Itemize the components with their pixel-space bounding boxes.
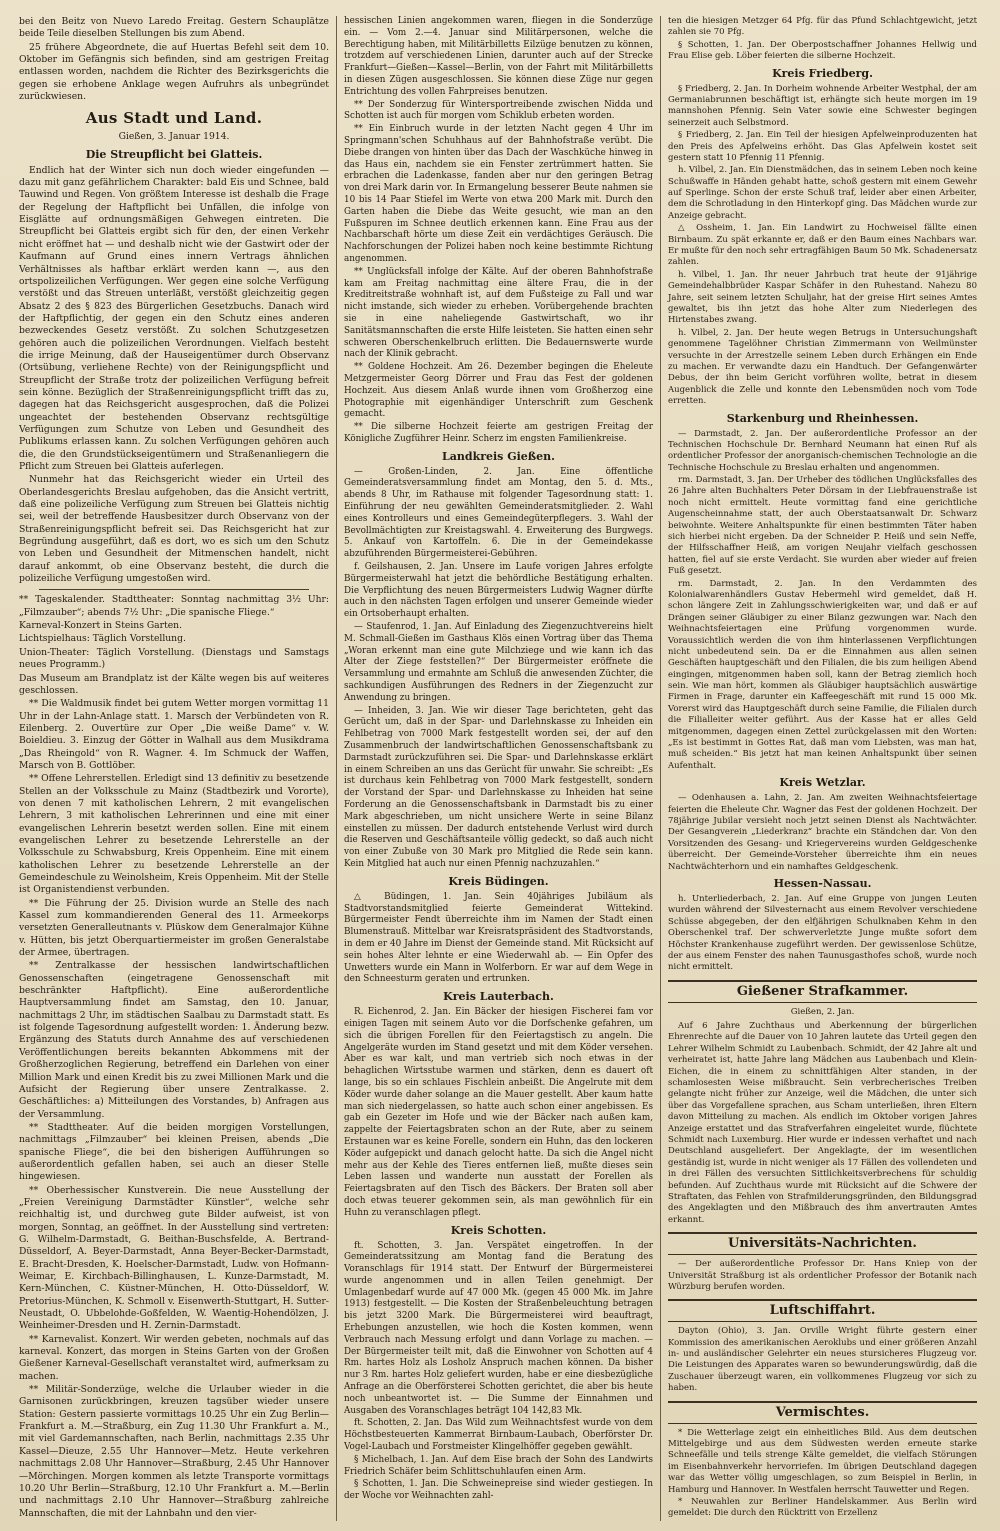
news-note: △ Ossheim, 1. Jan. Ein Landwirt zu Hochweisel fällte einen Birnbaum. Zu spät erkannte er, daß er den Baum eines Nachbars war. Er mußte für den noch sehr ertragfähigen Baum 50 Mk. Schadenersatz zahlen. [668, 223, 977, 268]
news-note: § Michelbach, 1. Jan. Auf dem Eise brach der Sohn des Landwirts Friedrich Schäfer beim Schlittschuhlaufen einen Arm. [344, 1454, 653, 1477]
news-note: * Die Wetterlage zeigt ein einheitliches Bild. Aus dem deutschen Mittelgebirge und aus dem Südwesten werden erneute starke Schneefälle und teils strenge Kälte gemeldet, die vielfach Störungen im Eisenbahnverkehr hervorriefen. Im übrigen Deutschland dagegen war das Wetter völlig umgeschlagen, so zum Beispiel in Berlin, in Hamburg und Hannover. In Westfalen herrscht Tauwetter und Regen. [668, 1427, 977, 1495]
calendar-line: Karneval-Konzert in Steins Garten. [19, 620, 183, 632]
news-note: ten die hiesigen Metzger 64 Pfg. für das Pfund Schlachtgewicht, jetzt zahlen sie 70 Pfg. [668, 16, 977, 38]
news-note: ** Stadttheater. Auf die beiden morgigen Vorstellungen, nachmittags „Filmzauber“ bei kleinen Preisen, abends „Die spanische Fliege“, die bei den bisherigen Aufführungen so außerordentlich gefallen haben, sei auch an dieser Stelle hingewiesen. [19, 1121, 329, 1183]
news-note: Auf 6 Jahre Zuchthaus und Aberkennung der bürgerlichen Ehrenrechte auf die Dauer von 10 Jahren lautete das Urteil gegen den Lehrer Wilhelm Schmidt zu Laubenbach. Schmidt, der 42 Jahre alt und verheiratet ist, hatte Jahre lang Mädchen aus Laubenbach und Klein-Eichen, die in einem zu schnittfähigen Alter standen, in der schamlosesten Weise mißbraucht. Sein verbrecherisches Treiben gelangte nicht früher zur Anzeige, weil die Mädchen, die unter sich über das Vorgefallene sprachen, aus Scham unterließen, ihren Eltern davon Mitteilung zu machen. Als endlich im Oktober vorigen Jahres Anzeige erstattet und das Strafverfahren eingeleitet wurde, flüchtete Schmidt nach Luxemburg. Hier wurde er indessen verhaftet und nach Deutschland ausgeliefert. Der Angeklagte, der im wesentlichen geständig ist, wurde in nicht weniger als 17 Fällen des vollendeten und in drei Fällen des versuchten Sittlichkeitsverbrechens für schuldig befunden. Auf Zuchthaus wurde mit Rücksicht auf die Schwere der Straftaten, das Fehlen von Strafmilderungsgründen, den Bildungsgrad des Angeklagten und den Mißbrauch des ihm anvertrauten Amtes erkannt. [668, 1021, 977, 1225]
news-note: — Staufenrod, 1. Jan. Auf Einladung des Ziegenzuchtvereins hielt M. Schmall-Gießen im Gasthaus Klös einen Vortrag über das Thema „Woran erkennt man eine gute Milchziege und wie kann ich das Alter der Ziege feststellen?“ Der Bürgermeister eröffnete die Versammlung und ermahnte am Schluß die anwesenden Züchter, die sachkundigen Ausführungen des Redners in der Ziegenzucht zur Anwendung zu bringen. [344, 622, 653, 703]
section-heading-hessen-nassau: Hessen-Nassau. [773, 876, 872, 890]
section-heading-kreis-buedingen: Kreis Büdingen. [448, 874, 549, 888]
intro-paragraph: bei den Beitz von Nuevo Laredo Freitag. Gestern Schauplätze beide Teile dieselben Stellungen bis zum Abend. [19, 16, 329, 40]
news-note: ** Unglücksfall infolge der Kälte. Auf der oberen Bahnhofstraße kam am Freitag nachmittag eine ältere Frau, die in der Kreditreitstraße wohnhaft ist, auf dem Fußsteige zu Fall und war nicht imstande, sich wieder zu erheben. Vorübergehende brachten sie in eine naheliegende Gastwirtschaft, wo ihr Sanitätsmannschaften die erste Hilfe leisteten. Sie hatten einen sehr schweren Oberschenkelbruch erlitten. Die Bedauernswerte wurde nach der Klinik gebracht. [344, 266, 653, 360]
section-heading-kreis-wetzlar: Kreis Wetzlar. [779, 776, 866, 790]
section-heading-kreis-lauterbach: Kreis Lauterbach. [443, 990, 554, 1004]
news-note: hessischen Linien angekommen waren, fliegen in die Sonderzüge ein. — Vom 2.—4. Januar sind Militärpersonen, welche die Berechtigung haben, mit Militärbilletts Eilzüge benutzen zu können, trotzdem auf verschiedenen Linien, darunter auch auf der Strecke Frankfurt—Gießen—Kassel—Berlin, von der Fahrt mit Militärbilletts in diesen Zügen ausgeschlossen. Sie können diese Züge nur gegen Entrichtung des vollen Fahrpreises benutzen. [344, 16, 653, 97]
calendar-line: Lichtspielhaus: Täglich Vorstellung. [19, 633, 186, 645]
news-note: rm. Darmstadt, 2. Jan. In den Verdammten des Kolonialwarenhändlers Gustav Hebermehl wird gemeldet, daß H. schon längere Zeit in Zahlungsschwierigkeiten war, und daß er auf Drängen seiner Gläubiger zu einer Bilanz gezwungen war. Nach den Weihnachtsfeiertagen eine Prüfung vorgenommen wurde. Voraussichtlich werden die von ihm hinterlassenen Verpflichtungen nicht unbedeutend sein. Da er die Einnahmen aus allen seinen Geschäften hauptgeschäft und den Filialen, die bis zum heiligen Abend eingingen, mitgenommen haben soll, kann der Betrag ziemlich hoch sein. Wie man hört, kommen als Gläubiger hauptsächlich auswärtige Firmen in Frage, darunter ein Kaffeegeschäft mit rund 15 000 Mk. Vorerst wird das Hauptgeschäft durch seine Familie, die Filialen durch die Filialleiter weiter geführt. Aus der Kasse hat er alles Geld mitgenommen, dagegen einen Zettel zurückgelassen mit den Worten: „Es ist bestimmt in Gottes Rat, daß man vom Liebsten, was man hat, muß scheiden.“ Bis jetzt hat man keinen Anhaltspunkt über seinen Aufenthalt. [668, 578, 977, 771]
dateline: Gießen, 3. Januar 1914. [118, 131, 230, 143]
news-note: ** Oberhessischer Kunstverein. Die neue Ausstellung der „Freien Vereinigung Darmstädter Künstler“, welche sehr reichhaltig ist, und durchweg gute Bilder aufweist, ist von morgen, Sonntag, an geöffnet. In der Ausstellung sind vertreten: G. Wilhelm-Darmstadt, G. Beithan-Buschsfelde, A. Bertrand-Düsseldorf, A. Beyer-Darmstadt, Anna Beyer-Becker-Darmstadt, E. Bracht-Dresden, K. Hoelscher-Darmstadt, Ludw. von Hofmann-Weimar, E. Kirchbach-Billinghausen, L. Kunze-Darmstadt, M. Kern-München, C. Küstner-München, H. Otto-Düsseldorf, W. Pretorius-München, K. Schmoll v. Eisenwerth-Stuttgart, H. Sutter-Neustadt, O. Ubbelohde-Goßfelden, W. Waentig-Hohendölzen, J. Weinheimer-Dresden und H. Zernin-Darmstadt. [19, 1184, 329, 1332]
dateline: Gießen, 2. Jan. [790, 1006, 855, 1017]
news-note: ** Zentralkasse der hessischen landwirtschaftlichen Genossenschaften (eingetragene Genossenschaft mit beschränkter Haftpflicht). Eine außerordentliche Hauptversammlung findet am Samstag, den 10. Januar, nachmittags 2 Uhr, im städtischen Saalbau zu Darmstadt statt. Es ist folgende Tagesordnung aufgestellt worden: 1. Änderung bezw. Ergänzung des Statuts durch Annahme des auf verschiedenen Veröffentlichungen bereits bekannten Abkommens mit der Großherzoglichen Regierung, betreffend ein Darlehen von einer Million Mark und einen Kredit bis zu zwei Millionen Mark und die Aufsicht der Regierung über unsere Zentralkasse. 2. Geschäftliches: a) Mitteilungen des Vorstandes, b) Anfragen aus der Versammlung. [19, 960, 329, 1120]
news-note: — Großen-Linden, 2. Jan. Eine öffentliche Gemeinderatsversammlung findet am Montag, den 5. d. Mts., abends 8 Uhr, im Rathause mit folgender Tagesordnung statt: 1. Einführung der neu gewählten Gemeinderatsmitglieder. 2. Wahl eines Kontrolleurs und eines Gemeindegüterpflegers. 3. Wahl der Bevollmächtigten zur Kreistagswahl. 4. Erweiterung des Burgwegs. 5. Ankauf von Kartoffeln. 6. Die in der Gemeindekasse abzuführenden Bürgermeisterei-Gebühren. [344, 466, 653, 560]
section-heading-kreis-schotten: Kreis Schotten. [450, 1223, 547, 1237]
news-note: — Der außerordentliche Professor Dr. Hans Kniep von der Universität Straßburg ist als ordentlicher Professor der Botanik nach Würzburg berufen worden. [668, 1259, 977, 1292]
news-note: h. Unterliederbach, 2. Jan. Auf eine Gruppe von jungen Leuten wurden während der Silvesternacht aus einem Revolver verschiedene Schüsse abgegeben, der den elfjährigen Schulknaben Kehm in den Oberschenkel traf. Der schwerverletzte Junge mußte sofort dem Höchster Krankenhause zugeführt werden. Der gewissenlose Schütze, der aus einem Fenster des nahen Taunusgasthofes schoß, wurde noch nicht ermittelt. [668, 893, 977, 973]
news-note: △ Büdingen, 1. Jan. Sein 40jähriges Jubiläum als Stadtvorstandsmitglied feierte Gemeinderat Wittekind. Bürgermeister Fendt überreichte ihm im Namen der Stadt einen Blumenstrauß. Mittelbar war Kreisratspräsident des Stadtvorstands, in dem er 40 Jahre im Dienst der Gemeinde stand. Mit Rücksicht auf sein hohes Alter lehnte er eine Wiederwahl ab. — Ein Opfer des Unwetters wurde ein Mann in Wolferborn. Er war auf dem Wege in den Schneesturm geraten und ertrunken. [344, 891, 653, 985]
section-heading-stadt-und-land: Aus Stadt und Land. [85, 109, 263, 128]
news-note: R. Eichenrod, 2. Jan. Ein Bäcker der hiesigen Fischerei fam vor einigen Tagen mit seinem Auto vor die Dorfschenke gefahren, um sich die übrigen Forellen für den Feiertagstisch zu angeln. Die Angelgeräte wurden im Stand gesetzt und mit dem Köder versehen. Aber es war kalt, und man vertrieb sich noch etwas in der behaglichen Wirtsstube warmen und stärken, denn es dauert oft lange, bis so ein schlaues Fischlein anbeißt. Die Angelrute mit dem Köder wurde daher solange an die Mauer gestellt. Aber kaum hatte man sich niedergelassen, so hatte auch schon einer angebissen. Es gab ein Gezeter im Hofe und wie der Bäcker nach außen kam, zappelte der Feiertagsbraten schon an der Rute, aber zu seinem Erstaunen war es keine Forelle, sondern ein Huhn, das den lockeren Köder aufgepickt und danach gelocht hatte. Da sich die Angel nicht mehr aus der Kehle des Tieres entfernen ließ, mußte dieses sein Leben lassen und wanderte nun ausstatt der Forellen als Feiertagsbraten auf den Tisch des Bäckers. Der Braten soll aber doch etwas teuerer gekommen sein, als man gewöhnlich für ein Huhn zu veranschlagen pflegt. [344, 1007, 653, 1218]
news-note: ** Ein Einbruch wurde in der letzten Nacht gegen 4 Uhr im Springmann'schen Schuhhaus auf der Bahnhofstraße verübt. Die Diebe drangen von hinten über das Dach der Waschküche hinweg in das Haus ein, nachdem sie ein Fenster zertrümmert hatten. Sie erbrachen die Ladenkasse, fanden aber nur den geringen Betrag von drei Mark darin vor. In Ermangelung besserer Beute nahmen sie 10 bis 14 Paar Stiefel im Werte von etwa 200 Mark mit. Durch den Garten haben die Diebe das Weite gesucht, wie man an den Fußspuren im Schnee deutlich erkennen kann. Eine Frau aus der Nachbarschaft hörte um diese Zeit ein verdächtiges Geräusch. Die Nachforschungen der Polizei haben noch keine bestimmte Richtung angenommen. [344, 124, 653, 264]
section-heading-starkenburg: Starkenburg und Rheinhessen. [726, 411, 919, 425]
calendar-line: ** Tageskalender. Stadttheater: Sonntag nachmittag 3½ Uhr: „Filmzauber“; abends 7½ Uhr: „Die spanische Fliege.“ [19, 594, 329, 618]
news-note: ** Der Sonderzug für Wintersportreibende zwischen Nidda und Schotten ist auch für morgen vom Schiklub erbeten worden. [344, 99, 653, 122]
news-note: ** Offene Lehrerstellen. Erledigt sind 13 definitiv zu besetzende Stellen an der Volksschule zu Mainz (Stadtbezirk und Vororte), von denen 7 mit katholischen Lehrern, 2 mit evangelischen Lehrern, 3 mit katholischen Lehrerinnen und eine mit einer evangelischen Lehrerin besetzt werden sollen. Eine mit einem evangelischen Lehrer zu besetzende Lehrerstelle an der Volksschule zu Schwabsburg, Kreis Oppenheim. Eine mit einem katholischen Lehrer zu besetzende Lehrerstelle an der Gemeindeschule zu Weinolsheim, Kreis Oppenheim. Mit der Stelle ist Organistendienst verbunden. [19, 773, 329, 896]
news-note: ** Militär-Sonderzüge, welche die Urlauber wieder in die Garnisonen zurückbringen, kreuzen tagsüber wieder unsere Station: Gestern passierte vormittags 10.25 Uhr ein Zug Berlin—Frankfurt a. M.—Straßburg, ein Zug 11.30 Uhr Frankfurt a. M., mit viel Gardemannschaften, nach Berlin, nachmittags 2.35 Uhr Kassel—Dieuze, 2.55 Uhr Hannover—Metz. Heute verkehren nachmittags 2.08 Uhr Hannover—Straßburg, 2.45 Uhr Hannover—Mörchingen. Morgen kommen als letzte Transporte vormittags 10.20 Uhr Berlin—Straßburg, 12.10 Uhr Frankfurt a. M.—Berlin und nachmittags 2.10 Uhr Hannover—Straßburg zahlreiche Mannschaften, die mit der Lahnbahn und den vier- [19, 1384, 329, 1519]
calendar-line: Das Museum am Brandplatz ist der Kälte wegen bis auf weiteres geschlossen. [19, 672, 329, 696]
news-note: h. Vilbel, 2. Jan. Der heute wegen Betrugs in Untersuchungshaft genommene Tagelöhner Christian Zimmermann von Weilmünster versuchte in der Arrestzelle seinem Leben durch Erhängen ein Ende zu machen. Er verwandte dazu ein Handtuch. Der Gefangenwärter Debus, der ihn beim Gericht vorführen wollte, betrat in diesem Augenblick die Zelle und konnte den Lebensmüden noch vom Tode erretten. [668, 327, 977, 407]
column-3 [660, 16, 984, 1521]
news-note: ** Die Führung der 25. Division wurde an Stelle des nach Kassel zum kommandierenden General des 11. Armeekorps versetzten Generalleutnants v. Plüskow dem Generalmajor Kühne v. Hütten, bis jetzt Oberquartiermeister im großen Generalstabe der Armee, übertragen. [19, 897, 329, 959]
news-note: rm. Darmstadt, 3. Jan. Der Urheber des tödlichen Unglücksfalles des 26 Jahre alten Buchhalters Peter Dörsam in der Liebfrauenstraße ist noch nicht ermittelt. Heute vormittag fand eine gerichtliche Augenscheinnahme statt, der auch Oberstaatsanwalt Dr. Schwarz beiwohnte. Weitere Anhaltspunkte für einen bestimmten Täter haben sich hierbei nicht ergeben. Da der Schneider P. Heiß und sein Neffe, der Hilfsschaffner Heiß, am vorigen Neujahr vielfach geschossen hatten, fiel auf sie erste Verdacht. Sie wurden aber wieder auf freien Fuß gesetzt. [668, 475, 977, 577]
intro-paragraph: 25 frühere Abgeordnete, die auf Huertas Befehl seit dem 10. Oktober im Gefängnis sich befinden, sind am gestrigen Freitag entlassen worden, nachdem die Richter des Bezirksgerichts die gegen sie erhobene Anklage wegen Aufruhrs als unbegründet zurückwiesen. [19, 41, 329, 103]
news-note: ** Die Waldmusik findet bei gutem Wetter morgen vormittag 11 Uhr in der Lahn-Anlage statt. 1. Marsch der Verbündeten von R. Eilenberg. 2. Ouvertüre zur Oper „Die weiße Dame“ v. W. Boieldieu. 3. Einzug der Götter in Walhall aus dem Musikdrama „Das Rheingold“ von R. Wagner. 4. Im Schmuck der Waffen, Marsch von B. Gottlöber. [19, 698, 329, 771]
news-note: ft. Schotten, 2. Jan. Das Wild zum Weihnachtsfest wurde von dem Höchstbesteuerten Kammerrat Birnbaum-Laubach, Oberförster Dr. Vogel-Laubach und Forstmeister Klingelhöffer gegeben gewählt. [344, 1418, 653, 1453]
news-note: § Friedberg, 2. Jan. In Dorheim wohnende Arbeiter Westphal, der am Germaniabrunnen beschäftigt ist, erhängte sich heute morgen im 19 mannshohen Pfennig. Sein Vater sowie eine Schwester begingen seinerzeit auch Selbstmord. [668, 83, 977, 128]
section-heading-luftschiffahrt: Luftschiffahrt. [668, 1299, 977, 1322]
divider [39, 589, 309, 590]
article-subhead: Die Streupflicht bei Glatteis. [85, 147, 263, 161]
news-note: ** Goldene Hochzeit. Am 26. Dezember begingen die Eheleute Metzgermeister Georg Dörrer und Frau das Fest der goldenen Hochzeit. Aus diesem Anlaß wurde ihnen vom Großherzog eine Photographie mit eigenhändiger Unterschrift zum Geschenk gemacht. [344, 362, 653, 420]
section-heading-strafkammer: Gießener Strafkammer. [668, 980, 977, 1003]
news-note: ** Karnevalist. Konzert. Wir werden gebeten, nochmals auf das karneval. Konzert, das morgen in Steins Garten von der Großen Gießener Karneval-Gesellschaft veranstaltet wird, aufmerksam zu machen. [19, 1333, 329, 1382]
section-heading-vermischtes: Vermischtes. [668, 1401, 977, 1424]
column-2 [336, 16, 660, 1521]
column-1 [12, 16, 336, 1521]
article-paragraph: Endlich hat der Winter sich nun doch wieder eingefunden — dazu mit ganz gefährlichem Charakter: bald Eis und Schnee, bald Tauwind und Regen. Von größtem Interesse ist deshalb die Frage der Regelung der Haftpflicht bei Unfällen, die infolge von Eisglätte auf ordnungsmäßigen Gehwegen eintreten. Die Streupflicht bei Glatteis ergibt sich für den, der einen Verkehr nicht eröffnet hat — und deshalb nicht wie der Gastwirt oder der Kaufmann auf Grund eines innern Vertrags ähnlichen Verhältnisses als haftbar erklärt werden kann —, aus den ortspolizeilichen Verfügungen. Wer gegen eine solche Verfügung verstößt und das Streuen unterläßt, verstößt gleichzeitig gegen Absatz 2 des § 823 des Bürgerlichen Gesetzbuchs. Danach wird der Haftpflichtig, der gegen ein den Schutz eines anderen bezweckendes Gesetz verstößt. Zu solchen Schutzgesetzen gehören auch die polizeilichen Verordnungen. Vielfach besteht die irrige Meinung, daß der Hauseigentümer durch Observanz (Ortsübung, verliehene Rechte) von der Reinigungspflicht und Streupflicht der Straße trotz der polizeilichen Verfügung befreit sein könne. Bezüglich der Straßenreinigungspflicht trifft das zu, dagegen hat das Reichsgericht ausgesprochen, daß die Polizei ungeachtet der bestehenden Observanz rechtsgültige Verfügungen zum Schutze von Leben und Gesundheit des Publikums erlassen kann. Zu solchen Verfügungen gehören auch die, die den Grundstückseigentümern und Straßenanliegern die Pflicht zum Streuen bei Glatteis auferlegen. [19, 164, 329, 472]
news-note: — Odenhausen a. Lahn, 2. Jan. Am zweiten Weihnachtsfeiertage feierten die Eheleute Chr. Wagner das Fest der goldenen Hochzeit. Der 78jährige Jubilar versieht noch jetzt seinen Dienst als Nachtwächter. Der Gesangverein „Liederkranz“ brachte ein Ständchen dar. Von den Vorsitzenden des Gesang- und Kriegervereins wurden Geldgeschenke überreicht. Der Gemeinde-Vorsteher überreichte ihm ein neues Nachtwächterhorn und ein namhaftes Geldgeschenk. [668, 793, 977, 872]
news-note: f. Geilshausen, 2. Jan. Unsere im Laufe vorigen Jahres erfolgte Bürgermeisterwahl hat jetzt die behördliche Bestätigung erhalten. Die Verpflichtung des neuen Bürgermeisters Ludwig Wagner dürfte auch in den nächsten Tagen erfolgen und unserer Gemeinde wieder ein Ortsoberhaupt erhalten. [344, 562, 653, 620]
news-note: ft. Schotten, 3. Jan. Verspätet eingetroffen. In der Gemeinderatssitzung am Montag fand die Beratung des Voranschlags für 1914 statt. Der Entwurf der Bürgermeisterei wurde angenommen und in allen Teilen genehmigt. Der Umlagenbedarf wurde auf 47 000 Mk. (gegen 45 000 Mk. im Jahre 1913) festgestellt. — Die Kosten der Straßenbeleuchtung betragen bis jetzt 3200 Mark. Die Bürgermeisterei wird beauftragt, Erhebungen anzustellen, wie hoch die Kosten kommen, wenn Verbrauch nach Messung erfolgt und dann Vorlage zu machen. — Der Bürgermeister teilt mit, daß die Einwohner von Schotten auf 4 Rm. hartes Holz als Losholz Anspruch machen können. Da bisher nur 3 Rm. hartes Holz geliefert wurden, habe er eine diesbezügliche Anfrage an die Oberförsterei Schotten gerichtet, die aber bis heute noch unbeantwortet ist. — Die Summe der Einnahmen und Ausgaben des Voranschlages beträgt 104 142,83 Mk. [344, 1240, 653, 1416]
news-note: Dayton (Ohio), 3. Jan. Orville Wright führte gestern einer Kommission des amerikanischen Aeroklubs und einer größeren Anzahl in- und ausländischer Gelehrter ein neues stursicheres Flugzeug vor. Die Leistungen des Apparates waren so bewunderungswürdig, daß die Zuschauer überzeugt waren, ein vollkommenes Flugzeug vor sich zu haben. [668, 1326, 977, 1394]
article-paragraph: Nunmehr hat das Reichsgericht wieder ein Urteil des Oberlandesgerichts Breslau aufgehoben, das die Ansicht vertritt, daß eine polizeiliche Verfügung zum Streuen bei Glatteis nichtig sei, weil der betreffende Hausbesitzer durch Observanz von der Straßenreinigungspflicht befreit sei. Das Reichsgericht hat zur Begründung ausgeführt, daß es dort, wo es sich um den Schutz von Leben und Gesundheit der Mitmenschen handelt, nicht darauf ankommt, ob eine Observanz besteht, die durch die polizeiliche Verfügung umgestoßen wird. [19, 474, 329, 585]
news-note: * Neuwahlen zur Berliner Handelskammer. Aus Berlin wird gemeldet: Die durch den Rücktritt von Erzellenz [668, 1496, 977, 1519]
news-note: h. Vilbel, 2. Jan. Ein Dienstmädchen, das in seinem Leben noch keine Schußwaffe in Händen gehabt hatte, schoß gestern mit einem Gewehr auf Sperlinge. Schon der erste Schuß traf, leider aber einen Arbeiter, dem die Schrotladung in den Hinterkopf ging. Das Mädchen wurde zur Anzeige gebracht. [668, 165, 977, 221]
news-note: § Schotten, 1. Jan. Der Oberpostschaffner Johannes Hellwig und Frau Elise geb. Löber feierten die silberne Hochzeit. [668, 39, 977, 62]
news-note: — Inheiden, 3. Jan. Wie wir dieser Tage berichteten, geht das Gerücht um, daß in der Spar- und Darlehnskasse zu Inheiden ein Fehlbetrag von 7000 Mark festgestellt worden sei, der auf den Zusammenbruch der landwirtschaftlichen Genossenschaftsbank zu Darmstadt zurückzuführen sei. Die Spar- und Darlehnskasse erklärt in einem Schreiben an uns das Gerücht für unwahr. Sie schreibt: „Es ist durchaus kein Fehlbetrag von 7000 Mark festgestellt, sondern der Vorstand der Spar- und Darlehnskasse zu Inheiden hat seine Forderung an die Genossenschaftsbank in Darmstadt bis zu einer Mark abgeschrieben, um nicht unsichere Werte in seine Bilanz einstellen zu müssen. Der dadurch entstehende Verlust wird durch die Reserven und Geschäftsanteile völlig gedeckt, so daß auch nicht von einer Zubuße von 30 Mark pro Mitglied die Rede sein kann. Kein Mitglied hat auch nur einen Pfennig nachzuzahlen.“ [344, 705, 653, 869]
news-note: § Friedberg, 2. Jan. Ein Teil der hiesigen Apfelweinproduzenten hat den Preis des Apfelweins erhöht. Das Glas Apfelwein kostet seit gestern statt 10 Pfennig 11 Pfennig. [668, 130, 977, 163]
news-note: ** Die silberne Hochzeit feierte am gestrigen Freitag der Königliche Zugführer Heinr. Scherz im engsten Familienkreise. [344, 422, 653, 444]
section-heading-kreis-friedberg: Kreis Friedberg. [772, 66, 873, 80]
news-note: — Darmstadt, 2. Jan. Der außerordentliche Professor an der Technischen Hochschule Dr. Bernhard Neumann hat einen Ruf als ordentlicher Professor der anorganisch-chemischen Technologie an die Technische Hochschule zu Breslau erhalten und angenommen. [668, 428, 977, 473]
calendar-line: Union-Theater: Täglich Vorstellung. (Dienstags und Samstags neues Programm.) [19, 646, 329, 671]
news-note: § Schotten, 1. Jan. Die Schweinepreise sind wieder gestiegen. In der Woche vor Weihnachten zahl- [344, 1479, 653, 1502]
section-heading-landkreis-giessen: Landkreis Gießen. [442, 449, 555, 463]
news-note: h. Vilbel, 1. Jan. Ihr neuer Jahrbuch trat heute der 91jährige Gemeindehalbbrüder Kaspar Schäfer in den Ruhestand. Nahezu 80 Jahre, seit seinem letzten Schuljahr, hat der greise Hirt seines Amtes gewaltet, bis ihn jetzt das hohe Alter zum Niederlegen des Hirtenstabes zwang. [668, 269, 977, 326]
section-heading-universitaet: Universitäts-Nachrichten. [668, 1232, 977, 1255]
